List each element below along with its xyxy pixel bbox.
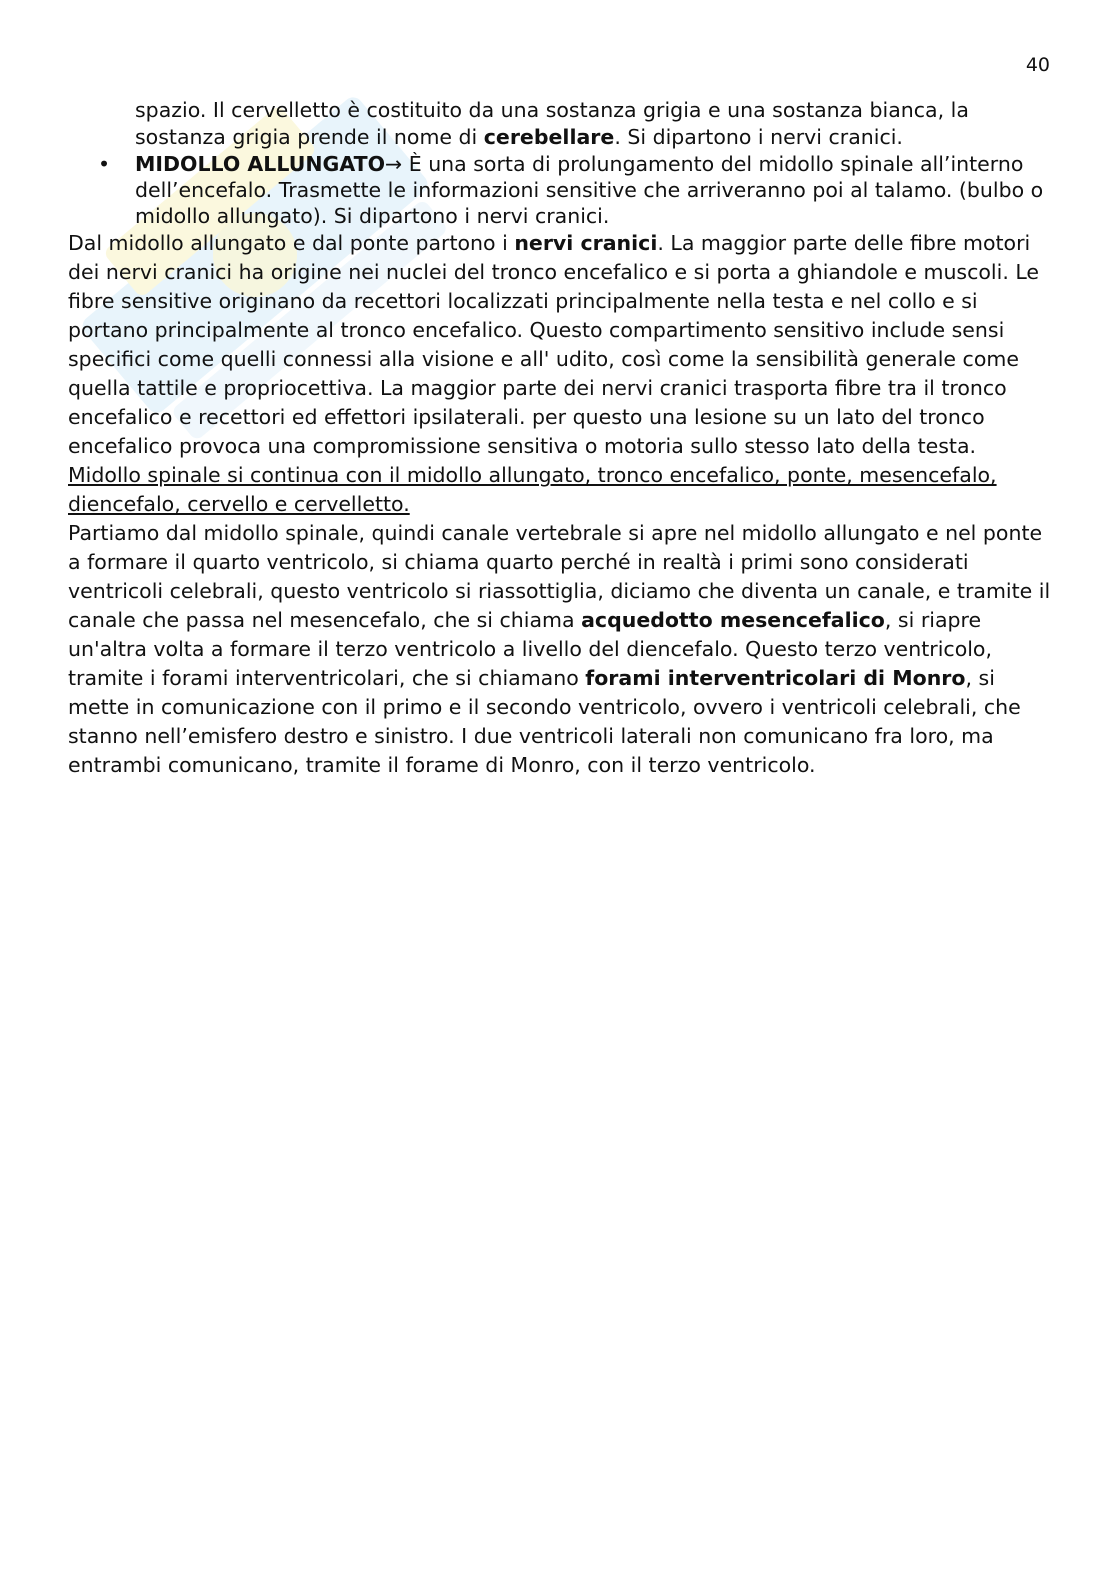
cerebellum-text: spazio. Il cervelletto è costituito da una sostanza grigia e una sostanza bianca, la sostanza grigia prende il nome di xyxy=(135,98,969,149)
paragraph-ventricoli xyxy=(68,519,1053,780)
nervi-cranici-term: nervi cranici xyxy=(514,231,658,255)
paragraph-nervi-cranici xyxy=(68,229,1053,461)
underlined-summary: Midollo spinale si continua con il midollo allungato, tronco encefalico, ponte, mesencefalo, diencefalo, cervello e cervelletto. xyxy=(68,463,997,516)
bullet-item-midollo-allungato xyxy=(68,151,1053,229)
acquedotto-term: acquedotto mesencefalico xyxy=(581,608,885,632)
arrow-icon: → xyxy=(385,152,403,176)
cerebellare-term: cerebellare xyxy=(483,125,615,149)
page-number: 40 xyxy=(1025,54,1050,76)
document-body xyxy=(68,97,1053,780)
paragraph-text: , si riapre un'altra volta a formare il terzo ventricolo a livello del diencefalo. Questo terzo ventricolo, tramite i forami interventricolari, che si chiamano xyxy=(68,608,992,690)
forami-monro-term: forami interventricolari di Monro xyxy=(585,666,966,690)
bullet-text: È una sorta di prolungamento del midollo spinale all’interno dell’encefalo. Trasmette le informazioni sensitive che arriveranno poi al talamo. (bulbo o midollo allungato). Si dipartono i nervi cranici. xyxy=(135,152,1044,228)
paragraph-text: Partiamo dal midollo spinale, quindi canale vertebrale si apre nel midollo allungato e nel ponte a formare il quarto ventricolo, si chiama quarto perché in realtà i primi sono considerati ventricoli celebrali, questo ventricolo si riassottiglia, diciamo che diventa un canale, e tramite il canale che passa nel mesencefalo, che si chiama xyxy=(68,521,1051,632)
continued-list-paragraph xyxy=(68,97,1053,151)
bullet-icon: • xyxy=(98,152,111,176)
cerebellum-text-end: . Si dipartono i nervi cranici. xyxy=(614,125,903,149)
paragraph-text: . La maggior parte delle fibre motori dei nervi cranici ha origine nei nuclei del tronco encefalico e si porta a ghiandole e muscoli. Le fibre sensitive originano da recettori localizzati principalmente nella testa e nel collo e si portano principalmente al tronco encefalico. Questo compartimento sensitivo include sensi specifici come quelli connessi alla visione e all' udito, così come la sensibilità generale come quella tattile e propriocettiva. La maggior parte dei nervi cranici trasporta fibre tra il tronco encefalico e recettori ed effettori ipsilaterali. per questo una lesione su un lato del tronco encefalico provoca una compromissione sensitiva o motoria sullo stesso lato della testa. xyxy=(68,231,1040,458)
paragraph-text: Dal midollo allungato e dal ponte partono i xyxy=(68,231,515,255)
paragraph-text: , si mette in comunicazione con il primo e il secondo ventricolo, ovvero i ventricoli celebrali, che stanno nell’emisfero destro e sinistro. I due ventricoli laterali non comunicano fra loro, ma entrambi comunicano, tramite il forame di Monro, con il terzo ventricolo. xyxy=(68,666,1021,777)
bullet-title: MIDOLLO ALLUNGATO xyxy=(135,152,386,176)
